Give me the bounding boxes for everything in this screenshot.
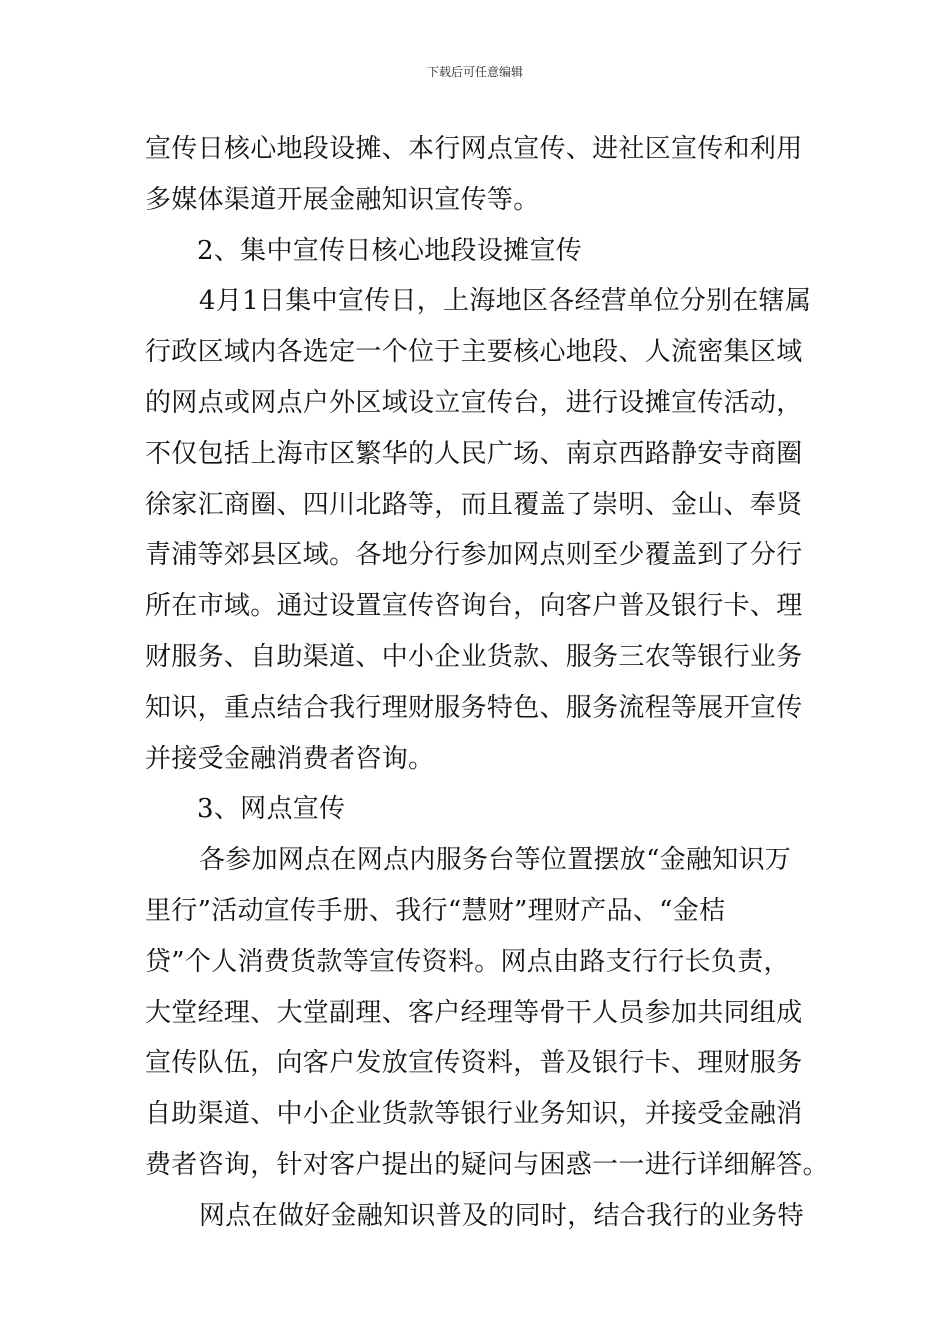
text-line: 知识，重点结合我行理财服务特色、服务流程等展开宣传	[145, 692, 803, 723]
text-line: 青浦等郊县区域。各地分行参加网点则至少覆盖到了分行	[145, 540, 803, 571]
text-line: 4月1日集中宣传日，上海地区各经营单位分别在辖属	[199, 286, 812, 317]
text-line: 行政区域内各选定一个位于主要核心地段、人流密集区域	[145, 337, 803, 368]
text-line: 并接受金融消费者咨询。	[145, 743, 435, 774]
page-header: 下载后可任意编辑	[426, 65, 523, 79]
text-line: 所在市域。通过设置宣传咨询台，向客户普及银行卡、理	[145, 591, 803, 622]
text-line: 自助渠道、中小企业货款等银行业务知识，并接受金融消	[145, 1099, 803, 1130]
text-line: 多媒体渠道开展金融知识宣传等。	[145, 184, 540, 215]
text-line: 里行”活动宣传手册、我行“慧财”理财产品、“金桔	[145, 895, 726, 926]
document-body	[145, 124, 829, 1242]
text-line: 徐家汇商圈、四川北路等，而且覆盖了崇明、金山、奉贤	[145, 489, 803, 520]
text-line: 费者咨询，针对客户提出的疑问与困惑一一进行详细解答。	[145, 1149, 829, 1180]
text-line: 不仅包括上海市区繁华的人民广场、南京西路静安寺商圈	[145, 438, 803, 469]
section-heading: 2、集中宣传日核心地段设摊宣传	[197, 235, 583, 266]
section-heading: 3、网点宣传	[197, 794, 346, 825]
text-line: 各参加网点在网点内服务台等位置摆放“金融知识万	[199, 845, 792, 876]
text-line: 贷”个人消费货款等宣传资料。网点由路支行行长负责，	[145, 946, 790, 977]
text-line: 宣传队伍，向客户发放宣传资料，普及银行卡、理财服务	[145, 1048, 803, 1079]
text-line: 宣传日核心地段设摊、本行网点宣传、进社区宣传和利用	[145, 134, 803, 164]
text-line: 大堂经理、大堂副理、客户经理等骨干人员参加共同组成	[145, 997, 803, 1028]
text-line: 网点在做好金融知识普及的同时，结合我行的业务特	[199, 1200, 804, 1231]
text-line: 财服务、自助渠道、中小企业货款、服务三农等银行业务	[145, 641, 803, 672]
text-line: 的网点或网点户外区域设立宣传台，进行设摊宣传活动，	[145, 387, 803, 418]
